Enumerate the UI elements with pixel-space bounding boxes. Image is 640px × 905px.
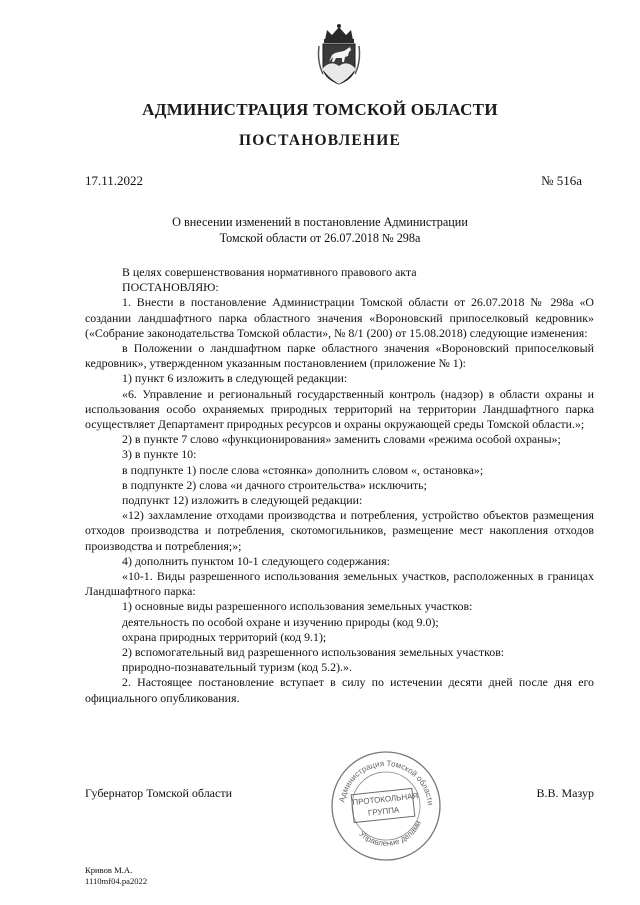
body-paragraph: 2) в пункте 7 слово «функционирования» заменить словами «режима особой охраны»; — [122, 432, 561, 447]
body-paragraph: в подпункте 1) после слова «стоянка» дополнить словом «, остановка»; — [122, 462, 484, 477]
body-paragraph: 3) в пункте 10: — [122, 447, 197, 462]
body-paragraph: в подпункте 2) слова «и дачного строительства» исключить; — [122, 477, 427, 492]
body-paragraph: В целях совершенствования нормативного правового акта — [122, 265, 417, 279]
document-date: 17.11.2022 — [85, 173, 144, 188]
body-paragraph: 1. Внести в постановление Администрации Томской области от 26.07.2018 № 298а «О создании ландшафтного парка областного значения «Вороновский припоселковый кедровник» («Собрание законодательства Томской области», № 8/1 (200) от 15.08.2018) следующие изменения: — [85, 295, 594, 340]
file-code: 1110mf04.pa2022 — [85, 876, 148, 886]
body-paragraph: охрана природных территорий (код 9.1); — [122, 629, 327, 644]
stamp-box-line: ГРУППА — [367, 805, 400, 818]
stamp-box-line: ПРОТОКОЛЬНАЯ — [352, 791, 419, 808]
body-paragraph: подпункт 12) изложить в следующей редакции: — [122, 493, 363, 508]
document-subject — [0, 215, 640, 246]
document-number: № 516а — [541, 173, 582, 188]
body-paragraph: 2) вспомогательный вид разрешенного использования земельных участков: — [122, 645, 505, 660]
body-paragraph: «12) захламление отходами производства и потребления, устройство объектов размещения отходов производства и потребления, скотомогильников, размещение мест накопления отходов производства и потребления;»; — [85, 508, 594, 553]
document-body — [85, 265, 594, 706]
body-paragraph: «10-1. Виды разрешенного использования земельных участков, расположенных в границах Ландшафтного парка: — [85, 569, 594, 599]
body-paragraph: 2. Настоящее постановление вступает в силу по истечении десяти дней после дня его официального опубликования. — [85, 675, 594, 705]
body-paragraph: 4) дополнить пунктом 10-1 следующего содержания: — [122, 553, 390, 568]
organization-title: АДМИНИСТРАЦИЯ ТОМСКОЙ ОБЛАСТИ — [142, 100, 498, 119]
stamp-ring-top-text: Администрация Томской области — [337, 758, 435, 806]
subject-line: Томской области от 26.07.2018 № 298а — [219, 230, 421, 245]
body-paragraph: деятельность по особой охране и изучению природы (код 9.0); — [122, 614, 439, 629]
tomsk-coat-of-arms-icon — [316, 22, 362, 86]
signer-position: Губернатор Томской области — [85, 786, 232, 800]
signer-name: В.В. Мазур — [536, 786, 594, 800]
stamp-ring-bottom-text: Управление делами — [357, 819, 423, 848]
body-paragraph: природно-познавательный туризм (код 5.2).». — [122, 660, 352, 675]
executor-name: Кривов М.А. — [85, 865, 133, 875]
svg-text:Управление делами — [357, 819, 423, 848]
document-footer — [85, 865, 147, 887]
document-type-title: ПОСТАНОВЛЕНИЕ — [238, 132, 402, 149]
body-paragraph: «6. Управление и региональный государственный контроль (надзор) в области охраны и использования особо охраняемых природных территорий на территории Ландшафтного парка осуществляет Департамент природных ресурсов и охраны окружающей среды Томской области.»; — [85, 386, 594, 432]
body-paragraph: ПОСТАНОВЛЯЮ: — [122, 280, 219, 295]
subject-line: О внесении изменений в постановление Администрации — [172, 215, 468, 229]
body-paragraph: 1) основные виды разрешенного использования земельных участков: — [122, 599, 473, 614]
body-paragraph: 1) пункт 6 изложить в следующей редакции: — [122, 371, 348, 386]
body-paragraph: в Положении о ландшафтном парке областного значения «Вороновский припоселковый кедровник», утвержденном указанным постановлением (приложение № 1): — [85, 341, 594, 371]
